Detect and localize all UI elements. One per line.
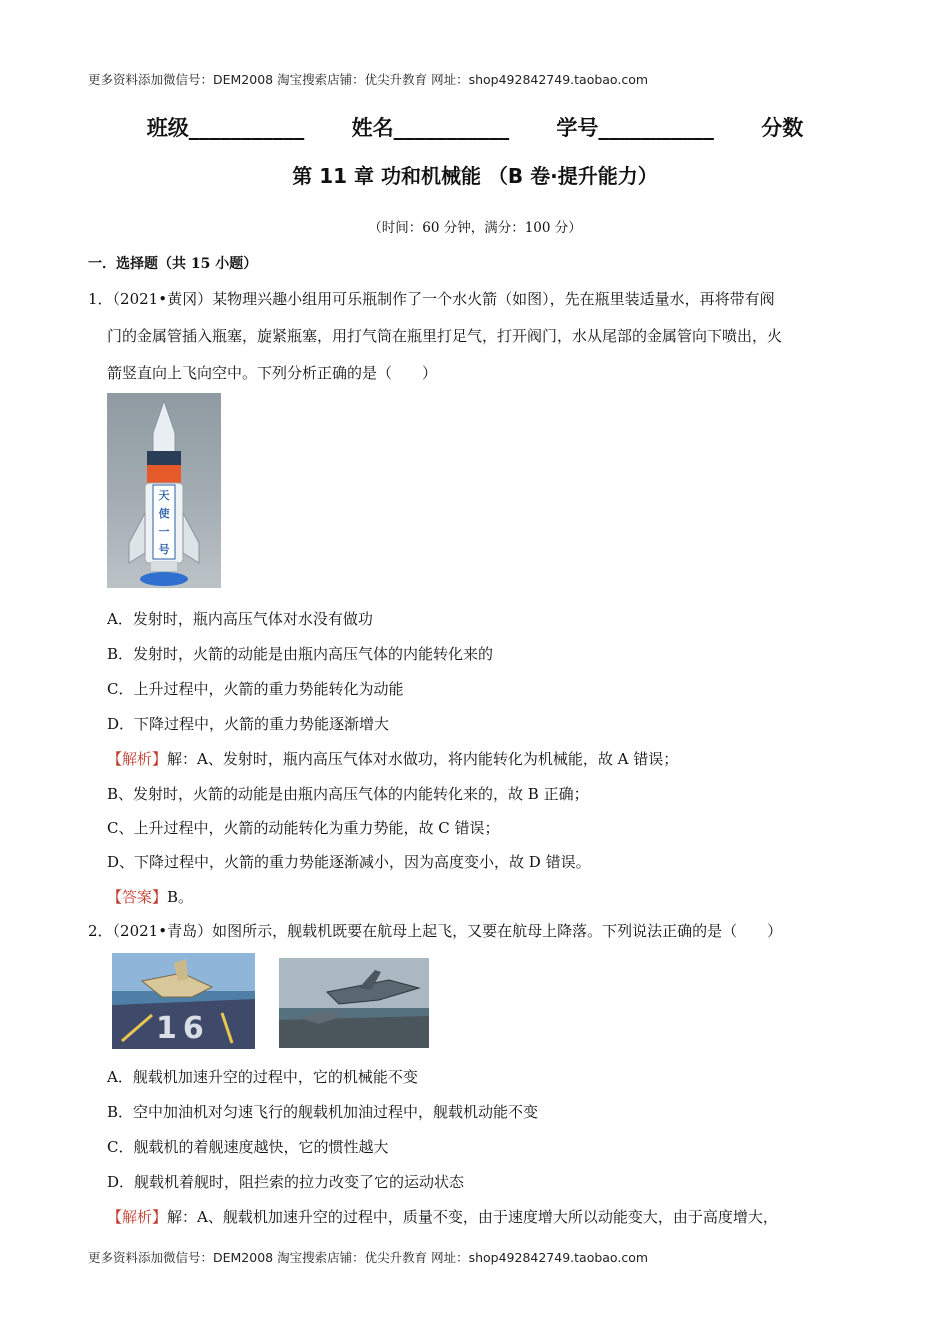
page-header: 更多资料添加微信号：DEM2008 淘宝搜索店铺：优尖升教育 网址：shop492842749.taobao.com [88,72,649,87]
q1-option-b: B．发射时，火箭的动能是由瓶内高压气体的内能转化来的 [107,645,494,663]
q1-option-a: A．发射时，瓶内高压气体对水没有做功 [107,610,373,628]
answer-tag: 【答案】 [107,888,168,906]
student-id-field: 学号___________ [556,116,714,140]
q2-analysis-line-1: 【解析】解：A、舰载机加速升空的过程中，质量不变，由于速度增大所以动能变大，由于高度增大， [107,1208,778,1226]
student-info-fields [0,112,950,142]
q1-option-d: D．下降过程中，火箭的重力势能逐渐增大 [107,715,390,733]
q2-stem: 2．（2021•青岛）如图所示，舰载机既要在航母上起飞，又要在航母上降落。下列说法正确的是（ ） [88,922,783,940]
page-subtitle: （时间：60 分钟，满分：100 分） [368,220,582,236]
q2-option-d: D．舰载机着舰时，阻拦索的拉力改变了它的运动状态 [107,1173,465,1191]
section-heading: 一．选择题（共 15 小题） [88,256,258,272]
q2-option-c: C．舰载机的着舰速度越快，它的惯性越大 [107,1138,389,1156]
q2-option-b: B．空中加油机对匀速飞行的舰载机加油过程中，舰载机动能不变 [107,1103,539,1121]
q2-option-a: A．舰载机加速升空的过程中，它的机械能不变 [107,1068,418,1086]
deck-number: 16 [156,1011,210,1046]
q1-analysis-line-4: D、下降过程中，火箭的重力势能逐渐减小，因为高度变小，故 D 错误。 [107,853,591,871]
q1-analysis-line-3: C、上升过程中，火箭的动能转化为重力势能，故 C 错误； [107,819,500,837]
water-rocket-image [107,393,221,588]
q1-answer: 【答案】B。 [107,888,194,906]
class-field: 班级___________ [146,116,305,140]
q1-analysis-line-1: 【解析】解：A、发射时，瓶内高压气体对水做功，将内能转化为机械能，故 A 错误； [107,750,679,768]
carrier-jet-takeoff-image [112,953,255,1049]
name-field: 姓名___________ [351,116,510,140]
q1-stem-line-3: 箭竖直向上飞向空中。下列分析正确的是（ ） [107,364,438,382]
q1-analysis-line-2: B、发射时，火箭的动能是由瓶内高压气体的内能转化来的，故 B 正确； [107,785,589,803]
score-field: 分数 [761,116,804,140]
analysis-tag: 【解析】 [107,1208,168,1226]
q1-option-c: C．上升过程中，火箭的重力势能转化为动能 [107,680,404,698]
jet-landing-drawing [279,958,429,1048]
analysis-tag: 【解析】 [107,750,168,768]
page-footer: 更多资料添加微信号：DEM2008 淘宝搜索店铺：优尖升教育 网址：shop492842749.taobao.com [88,1250,649,1265]
q1-stem-line-1: 1．（2021•黄冈）某物理兴趣小组用可乐瓶制作了一个水火箭（如图），先在瓶里装适量水，再将带有阀 [88,290,775,308]
rocket-label: 天 使 一 号 [158,489,170,556]
q1-stem-line-2: 门的金属管插入瓶塞，旋紧瓶塞，用打气筒在瓶里打足气，打开阀门，水从尾部的金属管向下喷出，火 [107,327,783,345]
carrier-jet-landing-image [279,958,429,1048]
page-title: 第 11 章 功和机械能 （B 卷·提升能力） [292,164,658,188]
